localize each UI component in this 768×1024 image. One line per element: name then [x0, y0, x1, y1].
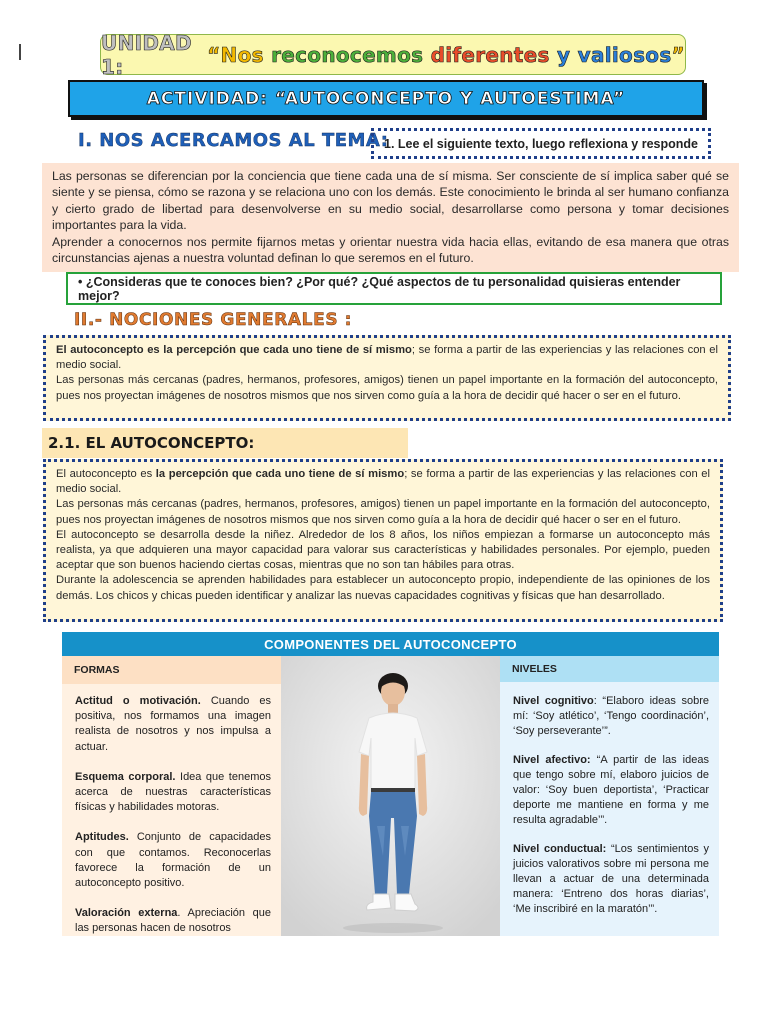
autoconcepto-paragraph-2: Las personas más cercanas (padres, hermanos, profesores, amigos) tienen un papel importante en la formación del autoconcepto, pues nos proyectan imágenes de nosotros mismos que nos sirven como guía a la hora de decidir qué hacer o ser en el futuro.: [56, 498, 710, 526]
notions-definition-rest: ; se forma a partir de las experiencias y las relaciones con el medio social.: [56, 344, 718, 372]
form-term: Aptitudes.: [75, 831, 129, 844]
intro-text-box: [42, 163, 739, 272]
level-desc: “Los sentimientos y juicios valorativos sobre mi persona me llevan a actuar de una determinada manera: ‘Entreno dos horas diarias’, ‘Me inscribiré en la maratón’”.: [513, 842, 709, 916]
unit-word-nos: Nos: [220, 42, 264, 67]
autoconcepto-definition-rest: ; se forma a partir de las experiencias y las relaciones con el medio social.: [56, 468, 710, 496]
level-desc: “A partir de las ideas que tengo sobre mí, elaboro juicios de valor: ‘Soy buen deportista’, ‘Practicar deporte me mantiene en forma y me resulta agradable’”.: [513, 753, 709, 827]
form-desc: . Apreciación que las personas hacen de nosotros: [75, 907, 271, 935]
section2-title: II.- NOCIONES GENERALES :: [74, 310, 353, 330]
unit-word-diferentes: diferentes: [430, 42, 550, 67]
form-item: [75, 830, 271, 891]
activity-banner: ACTIVIDAD: “AUTOCONCEPTO Y AUTOESTIMA”: [68, 80, 704, 117]
autoconcepto-paragraph-1: [56, 467, 710, 497]
forms-header: FORMAS: [62, 656, 281, 684]
level-term: Nivel cognitivo: [513, 695, 594, 707]
form-term: Actitud o motivación.: [75, 695, 201, 707]
general-notions-box: [43, 335, 731, 421]
form-item: [75, 906, 271, 936]
notions-paragraph-1: [56, 343, 718, 373]
level-term: Nivel afectivo:: [513, 753, 591, 766]
autoconcepto-definition: la percepción que cada uno tiene de sí mismo: [155, 468, 405, 480]
level-item: [513, 842, 709, 918]
level-item: [513, 694, 709, 740]
form-desc: Conjunto de capacidades con que contamos. Reconocerlas favorece la formación de un autoconcepto positivo.: [75, 831, 271, 890]
notions-definition: El autoconcepto es la percepción que cada uno tiene de sí mismo: [56, 344, 412, 356]
unit-banner: [100, 30, 686, 79]
section1-title: I. NOS ACERCAMOS AL TEMA:: [78, 130, 389, 151]
person-photo: [281, 656, 500, 936]
levels-column: [500, 656, 719, 936]
intro-paragraph-2: Aprender a conocernos nos permite fijarnos metas y orientar nuestra vida hacia ellas, evitando de esa manera que otras circunstancias ajenas a nuestra voluntad definan lo que seremos en el futuro.: [52, 234, 729, 266]
unit-label: UNIDAD 1:: [101, 30, 192, 79]
autoconcepto-lead: El autoconcepto es: [56, 468, 156, 480]
form-item: [75, 770, 271, 816]
form-desc: Idea que tenemos acerca de nuestras características físicas y habilidades motoras.: [75, 770, 271, 814]
intro-paragraph-1: Las personas se diferencian por la conciencia que tiene cada una de sí misma. Ser consciente de sí implica saber qué se siente y se piensa, cómo se razona y se relaciona uno con los demás. Este conocimiento le brinda al ser humano confianza y cierto grado de libertad para desenvolverse en su medio social, desarrollarse como persona y tomar decisiones importantes para la vida.: [52, 169, 729, 233]
autoconcepto-paragraph-3: El autoconcepto se desarrolla desde la niñez. Alrededor de los 8 años, los niños empiezan a formarse un autoconcepto más realista, ya que adquieren una mayor capacidad para valorar sus características y habilidades personales. Por ejemplo, pueden aceptar que son buenos haciendo ciertas cosas, mientras que no son tan hábiles para otras.: [56, 528, 710, 572]
level-item: [513, 753, 709, 829]
notions-paragraph-2: Las personas más cercanas (padres, hermanos, profesores, amigos) tienen un papel importante en la formación del autoconcepto, pues nos proyectan imágenes de nosotros mismos que nos sirven como guía a la hora de decidir qué hacer o ser en el futuro.: [56, 374, 718, 402]
instruction-box: 1. Lee el siguiente texto, luego reflexiona y responde: [371, 128, 711, 159]
forms-column: [62, 656, 281, 936]
levels-header: NIVELES: [500, 656, 719, 682]
unit-word-y: y: [557, 42, 571, 67]
text-cursor: [19, 44, 21, 60]
unit-word-valiosos: valiosos: [577, 42, 672, 67]
form-term: Valoración externa: [75, 907, 178, 920]
level-term: Nivel conductual:: [513, 842, 607, 855]
autoconcepto-paragraph-4: Durante la adolescencia se aprenden habilidades para establecer un autoconcepto propio, independiente de las opiniones de los demás. Los chicos y chicas pueden identificar y analizar las nuevas capacidades cognitivas y físicas que han desarrollado.: [56, 574, 710, 602]
person-illustration: [281, 656, 500, 936]
form-item: [75, 694, 271, 755]
form-term: Esquema corporal.: [75, 770, 176, 783]
components-header: COMPONENTES DEL AUTOCONCEPTO: [62, 632, 719, 656]
unit-word-reconocemos: reconocemos: [271, 42, 424, 67]
autoconcepto-box: [43, 459, 723, 622]
form-desc: Cuando es positiva, nos formamos una imagen realista de nosotros y nos impulsa a actuar.: [75, 695, 272, 753]
reflection-question: • ¿Consideras que te conoces bien? ¿Por qué? ¿Qué aspectos de tu personalidad quisieras entender mejor?: [66, 272, 722, 305]
level-desc: : “Elaboro ideas sobre mí: ‘Soy atlético’, ‘Tengo coordinación’, ‘Soy perseverante’”.: [513, 695, 709, 738]
subsection-title: 2.1. EL AUTOCONCEPTO:: [42, 428, 408, 458]
unit-close-quote: ”: [671, 42, 685, 67]
unit-open-quote: “: [207, 42, 221, 67]
